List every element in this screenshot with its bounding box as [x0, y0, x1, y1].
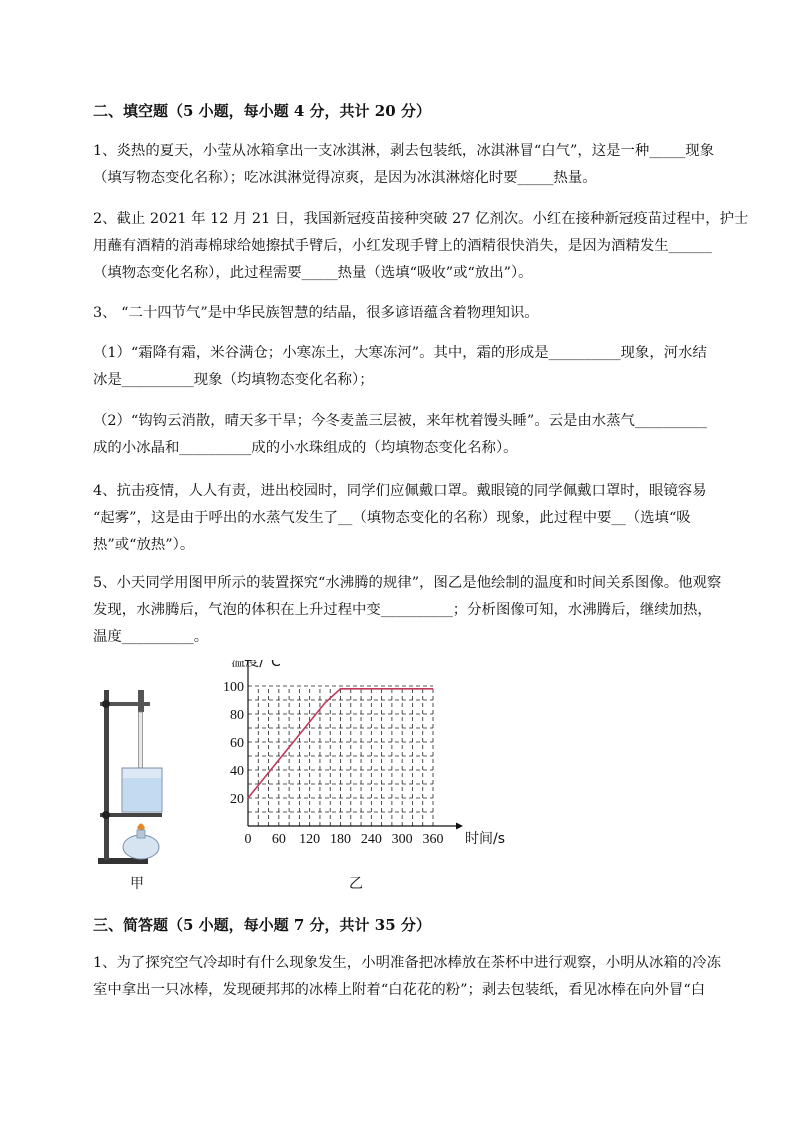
- question-2-4: [93, 478, 748, 559]
- text-line: 温度__________。: [93, 629, 209, 645]
- y-tick-label: 20: [230, 792, 244, 807]
- x-tick-label: 0: [244, 832, 252, 847]
- x-tick-label: 360: [422, 832, 444, 847]
- chart-axes: [245, 660, 464, 830]
- lamp-neck: [137, 830, 145, 838]
- text-line: （1）“霜降有霜，米谷满仓；小寒冻土，大寒冻河”。其中，霜的形成是__________现象，河水结: [93, 345, 707, 361]
- alcohol-lamp: [123, 835, 159, 859]
- figure-svg: [90, 660, 510, 892]
- question-3-1: [93, 950, 748, 1004]
- caption-right: 乙: [349, 876, 363, 892]
- text-line: 2、截止 2021 年 12 月 21 日，我国新冠疫苗接种突破 27 亿剂次。小红在接种新冠疫苗过程中，护士: [93, 211, 749, 227]
- question-2-1: [93, 138, 748, 192]
- text-line: （填写物态变化名称）；吃冰淇淋觉得凉爽，是因为冰淇淋熔化时要_____热量。: [93, 170, 597, 186]
- text-line: “起雾”，这是由于呼出的水蒸气发生了__（填物态变化的名称）现象，此过程中要__（选填“吸: [93, 510, 691, 526]
- boiling-apparatus-illustration: [98, 690, 162, 864]
- section-2-title: 二、填空题（5 小题，每小题 4 分，共计 20 分）: [93, 102, 431, 120]
- clamp-head: [138, 690, 144, 712]
- y-tick-label: 40: [230, 764, 244, 779]
- y-tick-label: 80: [230, 708, 244, 723]
- y-tick-label: 100: [223, 680, 244, 695]
- question-2-3: [93, 300, 748, 327]
- caption-left: 甲: [130, 876, 144, 892]
- beaker-water: [123, 778, 161, 811]
- x-axis-label: 时间/s: [464, 831, 506, 847]
- text-line: 3、 “二十四节气”是中华民族智慧的结晶，很多谚语蕴含着物理知识。: [93, 305, 539, 321]
- figure-boiling-experiment: [90, 660, 510, 892]
- question-2-2: [93, 206, 748, 287]
- section-3-title: 三、简答题（5 小题，每小题 7 分，共计 35 分）: [93, 916, 431, 934]
- chart-ticks: [223, 680, 444, 847]
- text-line: 1、为了探究空气冷却时有什么现象发生，小明准备把冰棒放在茶杯中进行观察，小明从冰箱的冷冻: [93, 955, 721, 971]
- y-axis-label: 温度/°C: [231, 660, 281, 670]
- text-line: 发现，水沸腾后，气泡的体积在上升过程中变__________；分析图像可知，水沸腾后，继续加热，: [93, 602, 712, 618]
- y-tick-label: 60: [230, 736, 244, 751]
- ring-knob: [102, 811, 110, 819]
- text-line: 1、炎热的夏天，小莹从冰箱拿出一支冰淇淋，剥去包装纸，冰淇淋冒“白气”，这是一种_____现象: [93, 143, 715, 159]
- clamp-knob: [102, 700, 110, 708]
- question-2-3-part-2: [93, 408, 748, 462]
- x-tick-label: 120: [299, 832, 321, 847]
- flame: [137, 824, 145, 831]
- temperature-time-chart: [223, 660, 505, 847]
- x-tick-label: 60: [271, 832, 286, 847]
- x-tick-label: 300: [391, 832, 413, 847]
- text-line: 用蘸有酒精的消毒棉球给她擦拭手臂后，小红发现手臂上的酒精很快消失，是因为酒精发生______: [93, 238, 712, 254]
- text-line: 室中拿出一只冰棒，发现硬邦邦的冰棒上附着“白花花的粉”；剥去包装纸，看见冰棒在向外冒“白: [93, 982, 706, 998]
- x-tick-label: 240: [360, 832, 382, 847]
- stand-rod: [104, 690, 109, 860]
- text-line: 热”或“放热”）。: [93, 537, 195, 553]
- text-line: （填物态变化名称），此过程需要_____热量（选填“吸收”或“放出”）。: [93, 265, 533, 281]
- x-axis-arrow: [456, 823, 463, 830]
- text-line: 4、抗击疫情，人人有责，进出校园时，同学们应佩戴口罩。戴眼镜的同学佩戴口罩时，眼镜容易: [93, 483, 707, 499]
- text-line: 成的小冰晶和__________成的小水珠组成的（均填物态变化名称）。: [93, 440, 518, 456]
- chart-grid: [248, 686, 433, 826]
- x-tick-label: 180: [330, 832, 351, 847]
- question-2-5: [93, 570, 748, 651]
- text-line: （2）“钩钩云消散，晴天多干旱；今冬麦盖三层被，来年枕着馒头睡”。云是由水蒸气__________: [93, 413, 707, 429]
- text-line: 5、小天同学用图甲所示的装置探究“水沸腾的规律”，图乙是他绘制的温度和时间关系图像。他观察: [93, 575, 722, 591]
- text-line: 冰是__________现象（均填物态变化名称）；: [93, 372, 374, 388]
- question-2-3-part-1: [93, 340, 748, 394]
